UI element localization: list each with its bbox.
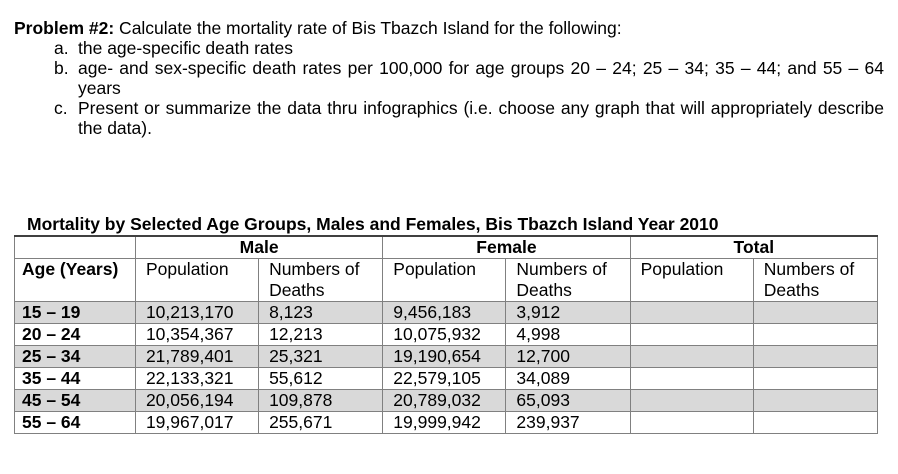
male-population-header: Population — [135, 259, 258, 302]
deaths-header-text: Numbers of Deaths — [516, 259, 607, 300]
male-deaths: 255,671 — [259, 412, 383, 434]
total-deaths — [753, 390, 877, 412]
problem-label: Problem #2: — [14, 18, 115, 38]
item-marker: b. — [54, 58, 69, 78]
table-row — [15, 412, 878, 434]
female-deaths: 65,093 — [506, 390, 630, 412]
male-population: 10,213,170 — [135, 302, 258, 324]
column-header-row — [15, 259, 878, 302]
age-group: 15 – 19 — [15, 302, 136, 324]
total-deaths — [753, 368, 877, 390]
table-row — [15, 324, 878, 346]
deaths-header-text: Numbers of Deaths — [269, 259, 360, 300]
table-row — [15, 390, 878, 412]
male-deaths: 55,612 — [259, 368, 383, 390]
female-population: 22,579,105 — [383, 368, 506, 390]
age-header-text: Age (Years) — [22, 259, 119, 279]
problem-statement — [14, 18, 884, 138]
male-population: 22,133,321 — [135, 368, 258, 390]
total-deaths — [753, 346, 877, 368]
problem-intro: Calculate the mortality rate of Bis Tbazch Island for the following: — [114, 18, 622, 38]
age-header — [15, 259, 136, 302]
female-population: 9,456,183 — [383, 302, 506, 324]
item-marker: a. — [54, 38, 69, 58]
item-text: age- and sex-specific death rates per 100,000 for age groups 20 – 24; 25 – 34; 35 – 44; and 55 – 64 years — [78, 58, 884, 98]
male-deaths: 109,878 — [259, 390, 383, 412]
male-deaths-header — [259, 259, 383, 302]
total-population-header: Population — [630, 259, 753, 302]
problem-heading — [14, 18, 884, 38]
table-row — [15, 368, 878, 390]
total-deaths-header — [753, 259, 877, 302]
female-deaths: 239,937 — [506, 412, 630, 434]
female-deaths: 3,912 — [506, 302, 630, 324]
total-deaths — [753, 324, 877, 346]
female-deaths-header — [506, 259, 630, 302]
female-deaths: 4,998 — [506, 324, 630, 346]
problem-item-c — [14, 98, 884, 138]
table-caption: Mortality by Selected Age Groups, Males and Females, Bis Tbazch Island Year 2010 — [27, 214, 719, 234]
problem-item-b — [14, 58, 884, 98]
table-row — [15, 302, 878, 324]
group-female: Female — [383, 236, 630, 259]
mortality-table — [14, 235, 878, 434]
total-deaths — [753, 302, 877, 324]
female-population: 10,075,932 — [383, 324, 506, 346]
group-male: Male — [135, 236, 382, 259]
age-group: 45 – 54 — [15, 390, 136, 412]
problem-item-a — [14, 38, 884, 58]
female-population: 20,789,032 — [383, 390, 506, 412]
total-population — [630, 324, 753, 346]
male-population: 21,789,401 — [135, 346, 258, 368]
female-deaths: 12,700 — [506, 346, 630, 368]
male-deaths: 25,321 — [259, 346, 383, 368]
table-row — [15, 346, 878, 368]
total-population — [630, 368, 753, 390]
age-group: 35 – 44 — [15, 368, 136, 390]
female-population-header: Population — [383, 259, 506, 302]
deaths-header-text: Numbers of Deaths — [763, 259, 855, 300]
group-total: Total — [630, 236, 877, 259]
male-deaths: 12,213 — [259, 324, 383, 346]
total-deaths — [753, 412, 877, 434]
female-population: 19,999,942 — [383, 412, 506, 434]
age-group: 25 – 34 — [15, 346, 136, 368]
female-deaths: 34,089 — [506, 368, 630, 390]
item-marker: c. — [54, 98, 68, 118]
male-population: 10,354,367 — [135, 324, 258, 346]
header-blank — [15, 236, 136, 259]
item-text: the age-specific death rates — [78, 38, 293, 58]
group-header-row — [15, 236, 878, 259]
male-population: 19,967,017 — [135, 412, 258, 434]
male-deaths: 8,123 — [259, 302, 383, 324]
problem-items — [14, 38, 884, 138]
item-text: Present or summarize the data thru infographics (i.e. choose any graph that will appropriately describe the data). — [78, 98, 884, 138]
total-population — [630, 346, 753, 368]
total-population — [630, 302, 753, 324]
age-group: 20 – 24 — [15, 324, 136, 346]
total-population — [630, 412, 753, 434]
female-population: 19,190,654 — [383, 346, 506, 368]
age-group: 55 – 64 — [15, 412, 136, 434]
total-population — [630, 390, 753, 412]
male-population: 20,056,194 — [135, 390, 258, 412]
